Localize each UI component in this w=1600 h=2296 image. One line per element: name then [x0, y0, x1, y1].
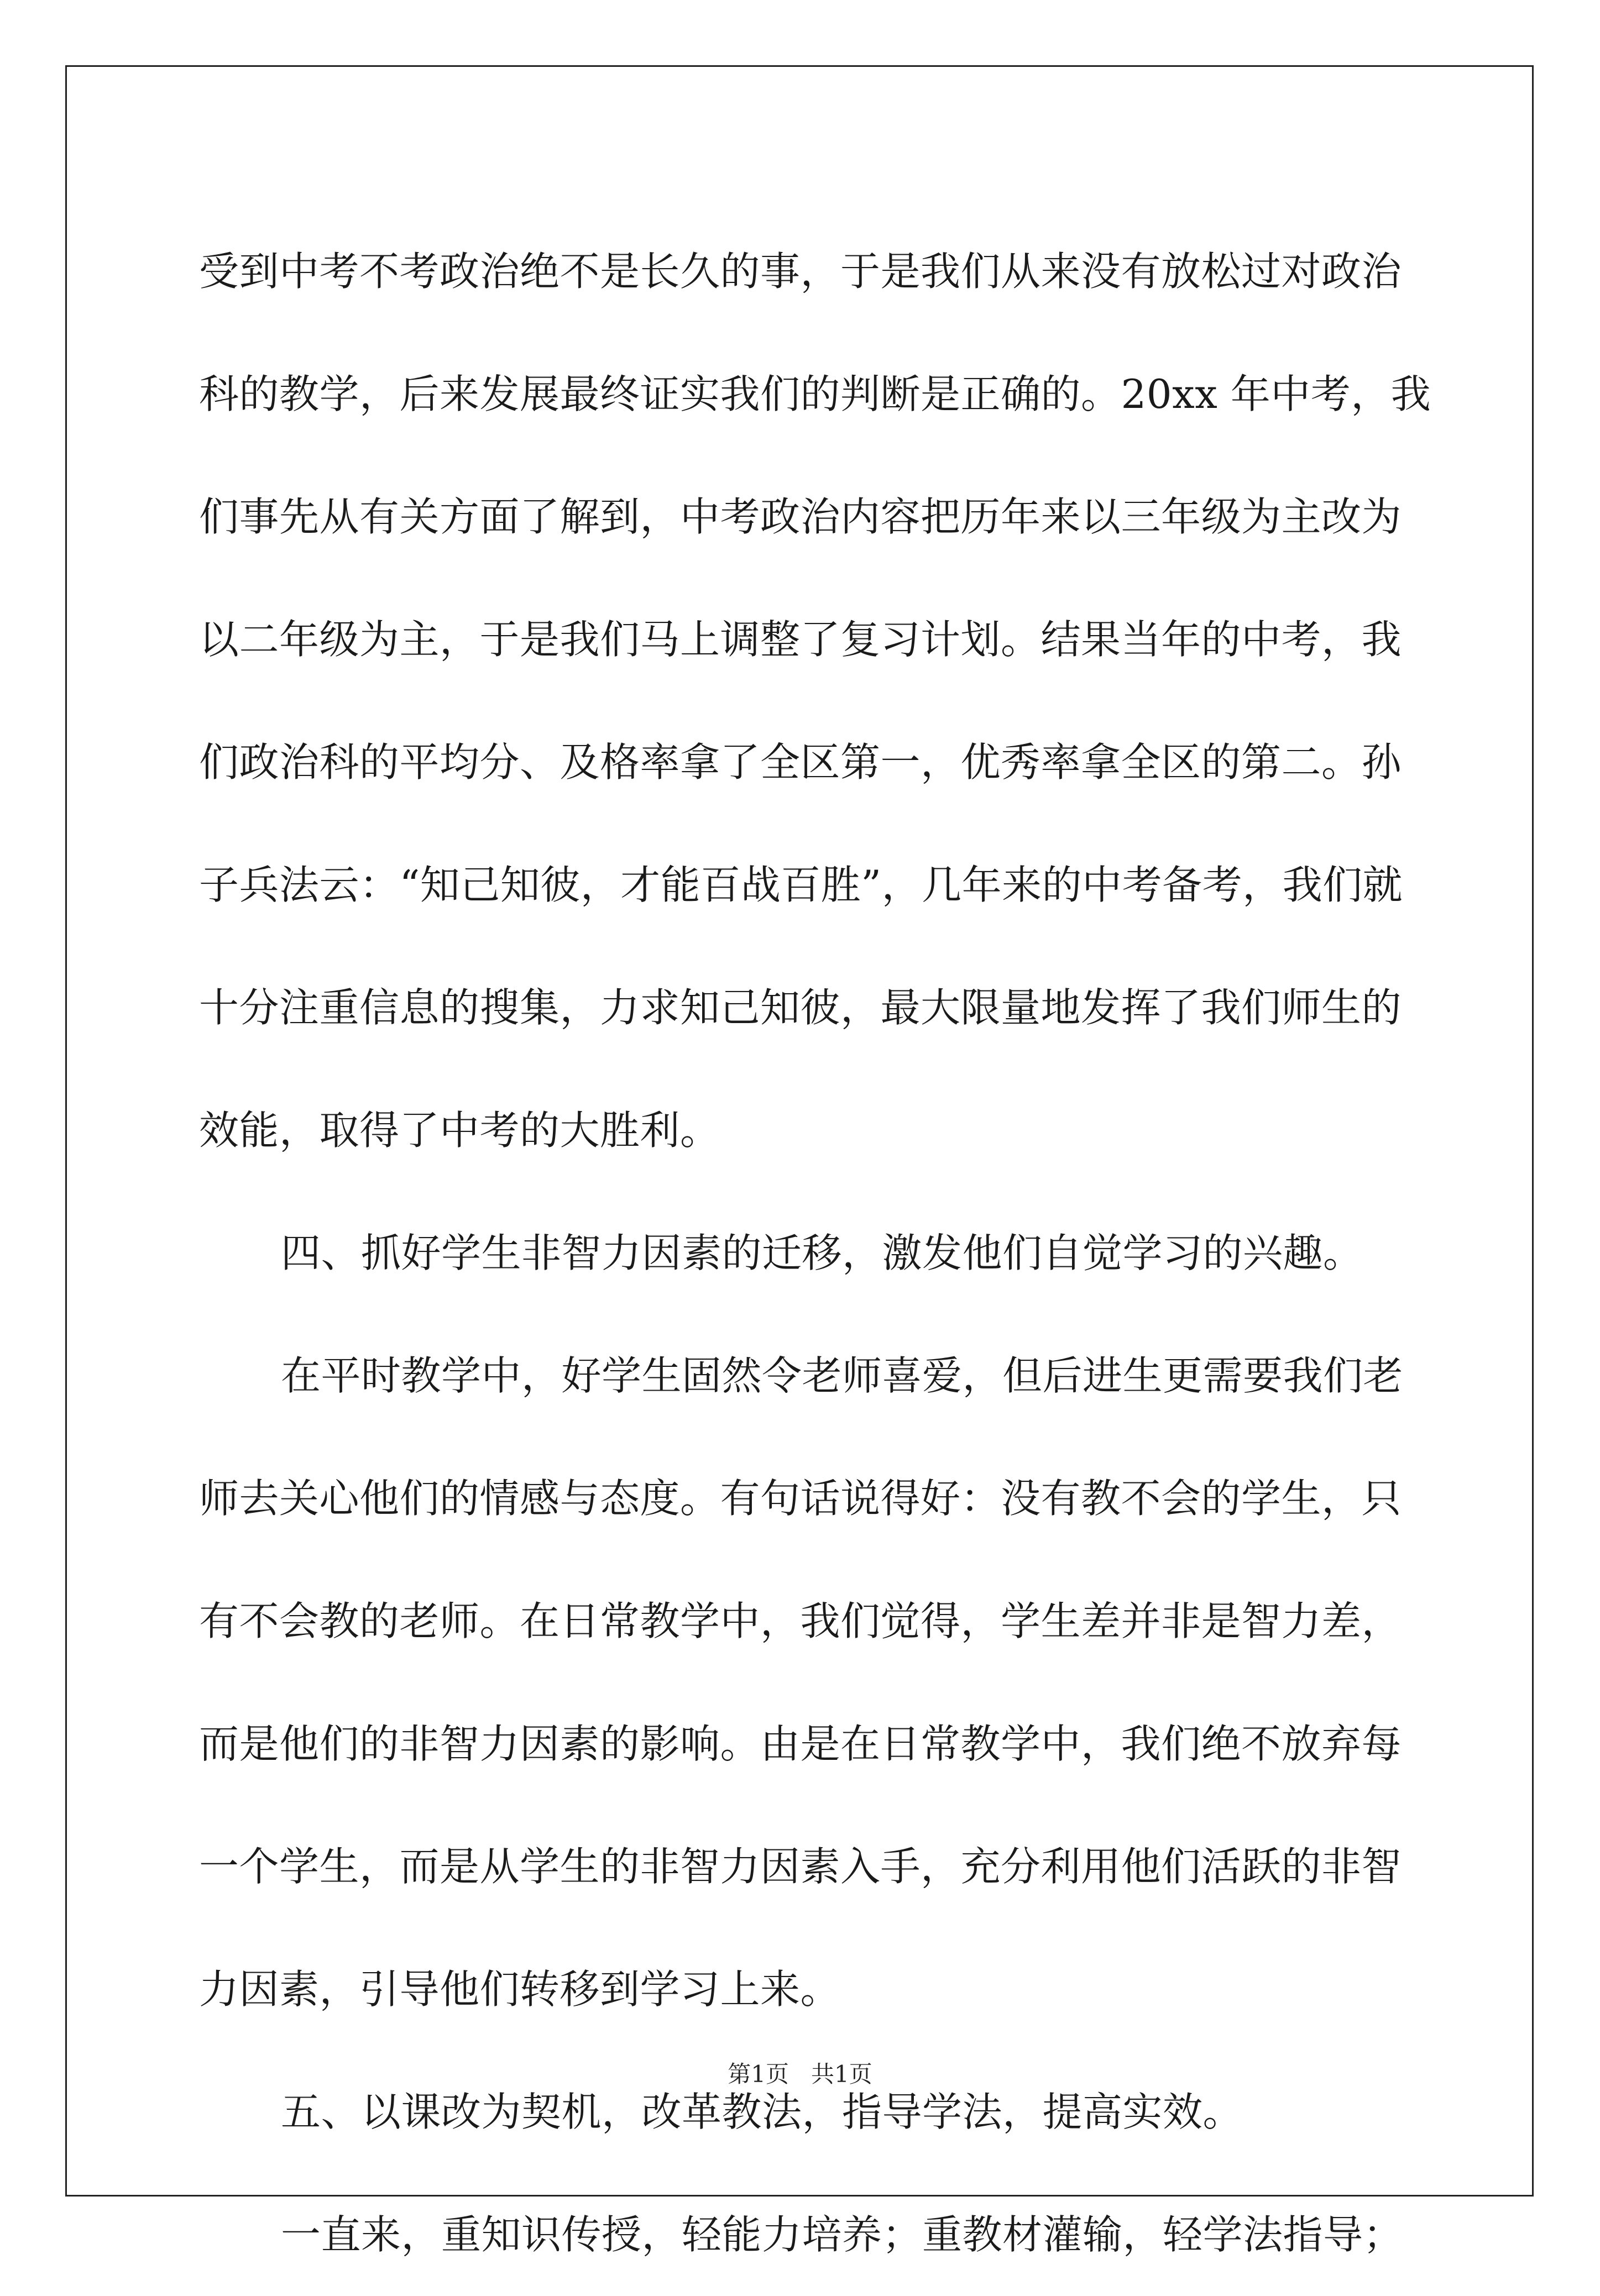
body-line: 十分注重信息的搜集，力求知己知彼，最大限量地发挥了我们师生的 — [199, 984, 1402, 1031]
body-line: 以二年级为主，于是我们马上调整了复习计划。结果当年的中考，我 — [199, 616, 1402, 663]
body-line: 力因素，引导他们转移到学习上来。 — [199, 1966, 841, 2012]
body-line: 们政治科的平均分、及格率拿了全区第一，优秀率拿全区的第二。孙 — [199, 739, 1402, 785]
body-line: 有不会教的老师。在日常教学中，我们觉得，学生差并非是智力差， — [199, 1598, 1402, 1644]
body-line: 一个学生，而是从学生的非智力因素入手，充分利用他们活跃的非智 — [199, 1843, 1402, 1890]
body-line: 一直来，重知识传授，轻能力培养；重教材灌输，轻学法指导； — [281, 2211, 1404, 2258]
body-line: 在平时教学中，好学生固然令老师喜爱，但后进生更需要我们老 — [281, 1353, 1404, 1399]
body-line: 受到中考不考政治绝不是长久的事，于是我们从来没有放松过对政治 — [199, 248, 1402, 295]
body-line: 科的教学，后来发展最终证实我们的判断是正确的。20xx 年中考，我 — [199, 371, 1431, 417]
body-line: 们事先从有关方面了解到，中考政治内容把历年来以三年级为主改为 — [199, 494, 1402, 540]
page-total: 共1页 — [811, 2061, 872, 2088]
body-line: 师去关心他们的情感与态度。有句话说得好：没有教不会的学生，只 — [199, 1475, 1402, 1522]
section-heading-four: 四、抓好学生非智力因素的迁移，激发他们自觉学习的兴趣。 — [281, 1230, 1363, 1276]
page-number: 第1页 — [728, 2061, 789, 2088]
section-heading-five: 五、以课改为契机，改革教法，指导学法，提高实效。 — [281, 2089, 1243, 2135]
body-line: 效能，取得了中考的大胜利。 — [199, 1107, 720, 1154]
page-footer — [0, 2056, 1600, 2089]
body-line: 子兵法云：“知己知彼，才能百战百胜”，几年来的中考备考，我们就 — [199, 862, 1403, 908]
document-body — [199, 210, 1431, 2296]
body-line: 而是他们的非智力因素的影响。由是在日常教学中，我们绝不放弃每 — [199, 1721, 1402, 1767]
